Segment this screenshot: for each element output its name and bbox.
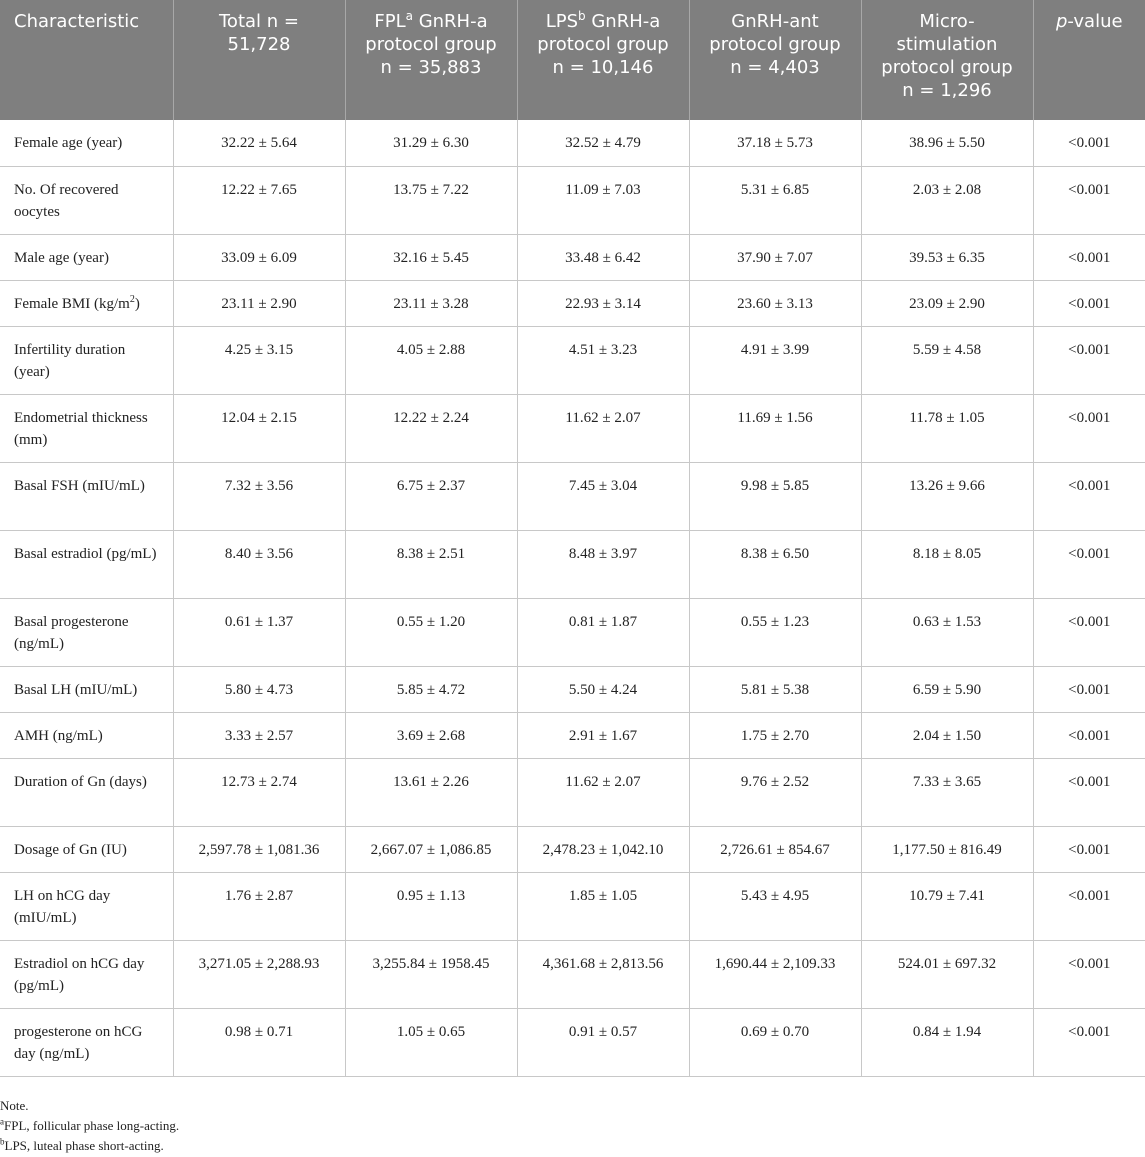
cell-p: <0.001: [1033, 940, 1145, 1008]
cell-micro: 39.53 ± 6.35: [861, 234, 1033, 280]
cell-micro: 2.04 ± 1.50: [861, 712, 1033, 758]
row-label: Female age (year): [0, 120, 173, 166]
row-label: AMH (ng/mL): [0, 712, 173, 758]
header-fpl-sup: a: [405, 9, 413, 23]
row-label: Endometrial thickness (mm): [0, 394, 173, 462]
cell-p: <0.001: [1033, 712, 1145, 758]
cell-p: <0.001: [1033, 826, 1145, 872]
cell-lps: 5.50 ± 4.24: [517, 666, 689, 712]
cell-ant: 5.43 ± 4.95: [689, 872, 861, 940]
cell-total: 7.32 ± 3.56: [173, 462, 345, 530]
table-row: [0, 394, 1145, 462]
table-row: [0, 234, 1145, 280]
cell-total: 0.61 ± 1.37: [173, 598, 345, 666]
cell-p: <0.001: [1033, 758, 1145, 826]
table-row: [0, 758, 1145, 826]
cell-lps: 4.51 ± 3.23: [517, 326, 689, 394]
cell-ant: 5.81 ± 5.38: [689, 666, 861, 712]
cell-p: <0.001: [1033, 234, 1145, 280]
cell-fpl: 6.75 ± 2.37: [345, 462, 517, 530]
cell-lps: 22.93 ± 3.14: [517, 280, 689, 326]
cell-total: 5.80 ± 4.73: [173, 666, 345, 712]
cell-fpl: 0.55 ± 1.20: [345, 598, 517, 666]
header-lps-rest: GnRH-a protocol group n = 10,146: [537, 11, 669, 78]
cell-total: 2,597.78 ± 1,081.36: [173, 826, 345, 872]
table-row: [0, 598, 1145, 666]
row-label-sup: 2: [129, 293, 135, 305]
cell-micro: 2.03 ± 2.08: [861, 166, 1033, 234]
cell-p: <0.001: [1033, 326, 1145, 394]
cell-ant: 37.90 ± 7.07: [689, 234, 861, 280]
header-lps: [517, 0, 689, 120]
row-label: Basal FSH (mIU/mL): [0, 462, 173, 530]
table-row: [0, 940, 1145, 1008]
cell-micro: 0.84 ± 1.94: [861, 1008, 1033, 1076]
cell-lps: 32.52 ± 4.79: [517, 120, 689, 166]
cell-micro: 10.79 ± 7.41: [861, 872, 1033, 940]
cell-fpl: 12.22 ± 2.24: [345, 394, 517, 462]
cell-ant: 2,726.61 ± 854.67: [689, 826, 861, 872]
cell-lps: 2.91 ± 1.67: [517, 712, 689, 758]
footnote-a-marker: a: [0, 1116, 4, 1127]
cell-fpl: 8.38 ± 2.51: [345, 530, 517, 598]
cell-lps: 11.62 ± 2.07: [517, 394, 689, 462]
row-label-suffix: ): [134, 295, 140, 312]
note-heading: Note.: [0, 1098, 29, 1113]
cell-total: 12.73 ± 2.74: [173, 758, 345, 826]
cell-lps: 2,478.23 ± 1,042.10: [517, 826, 689, 872]
cell-lps: 11.09 ± 7.03: [517, 166, 689, 234]
row-label: Basal estradiol (pg/mL): [0, 530, 173, 598]
cell-p: <0.001: [1033, 280, 1145, 326]
table-row: [0, 1008, 1145, 1076]
cell-fpl: 13.61 ± 2.26: [345, 758, 517, 826]
cell-ant: 9.98 ± 5.85: [689, 462, 861, 530]
cell-p: <0.001: [1033, 530, 1145, 598]
footnote-b: [0, 1136, 179, 1156]
row-label: [0, 280, 173, 326]
cell-total: 32.22 ± 5.64: [173, 120, 345, 166]
header-lps-prefix: LPS: [545, 11, 579, 32]
row-label: Male age (year): [0, 234, 173, 280]
cell-micro: 23.09 ± 2.90: [861, 280, 1033, 326]
header-p-italic: p: [1055, 11, 1068, 32]
cell-total: 4.25 ± 3.15: [173, 326, 345, 394]
cell-micro: 6.59 ± 5.90: [861, 666, 1033, 712]
cell-micro: 13.26 ± 9.66: [861, 462, 1033, 530]
row-label: Dosage of Gn (IU): [0, 826, 173, 872]
header-fpl-prefix: FPL: [374, 11, 406, 32]
cell-ant: 11.69 ± 1.56: [689, 394, 861, 462]
cell-fpl: 13.75 ± 7.22: [345, 166, 517, 234]
cell-lps: 4,361.68 ± 2,813.56: [517, 940, 689, 1008]
row-label: progesterone on hCG day (ng/mL): [0, 1008, 173, 1076]
cell-total: 3.33 ± 2.57: [173, 712, 345, 758]
row-label: No. Of recovered oocytes: [0, 166, 173, 234]
cell-lps: 1.85 ± 1.05: [517, 872, 689, 940]
cell-ant: 5.31 ± 6.85: [689, 166, 861, 234]
cell-p: <0.001: [1033, 166, 1145, 234]
cell-total: 23.11 ± 2.90: [173, 280, 345, 326]
table-row: [0, 872, 1145, 940]
row-label-prefix: Female BMI (kg/m: [14, 295, 130, 312]
cell-micro: 1,177.50 ± 816.49: [861, 826, 1033, 872]
cell-total: 3,271.05 ± 2,288.93: [173, 940, 345, 1008]
row-label: Basal LH (mIU/mL): [0, 666, 173, 712]
cell-lps: 33.48 ± 6.42: [517, 234, 689, 280]
cell-p: <0.001: [1033, 598, 1145, 666]
table-row: [0, 712, 1145, 758]
footnote-b-marker: b: [0, 1136, 5, 1147]
header-characteristic: Characteristic: [0, 0, 173, 120]
cell-micro: 11.78 ± 1.05: [861, 394, 1033, 462]
footnote-a-text: FPL, follicular phase long-acting.: [4, 1118, 180, 1133]
header-row: [0, 0, 1145, 120]
row-label: Infertility duration (year): [0, 326, 173, 394]
header-total: Total n = 51,728: [173, 0, 345, 120]
table-row: [0, 666, 1145, 712]
cell-fpl: 4.05 ± 2.88: [345, 326, 517, 394]
cell-total: 8.40 ± 3.56: [173, 530, 345, 598]
cell-fpl: 2,667.07 ± 1,086.85: [345, 826, 517, 872]
table-row: [0, 120, 1145, 166]
cell-fpl: 31.29 ± 6.30: [345, 120, 517, 166]
cell-p: <0.001: [1033, 394, 1145, 462]
cell-p: <0.001: [1033, 872, 1145, 940]
row-label: Estradiol on hCG day (pg/mL): [0, 940, 173, 1008]
header-micro: Micro-stimulation protocol group n = 1,296: [861, 0, 1033, 120]
table-notes: [0, 1096, 179, 1156]
header-lps-sup: b: [578, 9, 586, 23]
cell-total: 0.98 ± 0.71: [173, 1008, 345, 1076]
cell-micro: 38.96 ± 5.50: [861, 120, 1033, 166]
table-row: [0, 280, 1145, 326]
row-label: Duration of Gn (days): [0, 758, 173, 826]
cell-fpl: 3,255.84 ± 1958.45: [345, 940, 517, 1008]
cell-micro: 8.18 ± 8.05: [861, 530, 1033, 598]
header-fpl-rest: GnRH-a protocol group n = 35,883: [365, 11, 497, 78]
cell-ant: 9.76 ± 2.52: [689, 758, 861, 826]
table-row: [0, 462, 1145, 530]
cell-fpl: 1.05 ± 0.65: [345, 1008, 517, 1076]
cell-p: <0.001: [1033, 666, 1145, 712]
cell-fpl: 0.95 ± 1.13: [345, 872, 517, 940]
cell-total: 12.22 ± 7.65: [173, 166, 345, 234]
cell-total: 33.09 ± 6.09: [173, 234, 345, 280]
cell-lps: 11.62 ± 2.07: [517, 758, 689, 826]
cell-p: <0.001: [1033, 462, 1145, 530]
header-p-rest: -value: [1067, 11, 1123, 32]
cell-lps: 7.45 ± 3.04: [517, 462, 689, 530]
cell-ant: 37.18 ± 5.73: [689, 120, 861, 166]
header-fpl: [345, 0, 517, 120]
cell-micro: 0.63 ± 1.53: [861, 598, 1033, 666]
cell-ant: 1,690.44 ± 2,109.33: [689, 940, 861, 1008]
footnote-a: [0, 1116, 179, 1136]
table-row: [0, 166, 1145, 234]
cell-fpl: 3.69 ± 2.68: [345, 712, 517, 758]
cell-ant: 4.91 ± 3.99: [689, 326, 861, 394]
cell-p: <0.001: [1033, 120, 1145, 166]
header-p-value: [1033, 0, 1145, 120]
cell-lps: 0.91 ± 0.57: [517, 1008, 689, 1076]
cell-ant: 0.69 ± 0.70: [689, 1008, 861, 1076]
cell-fpl: 32.16 ± 5.45: [345, 234, 517, 280]
cell-ant: 0.55 ± 1.23: [689, 598, 861, 666]
cell-fpl: 5.85 ± 4.72: [345, 666, 517, 712]
table-row: [0, 326, 1145, 394]
cell-p: <0.001: [1033, 1008, 1145, 1076]
cell-micro: 7.33 ± 3.65: [861, 758, 1033, 826]
cell-lps: 8.48 ± 3.97: [517, 530, 689, 598]
footnote-b-text: LPS, luteal phase short-acting.: [4, 1138, 164, 1153]
cell-ant: 1.75 ± 2.70: [689, 712, 861, 758]
cell-fpl: 23.11 ± 3.28: [345, 280, 517, 326]
row-label: Basal progesterone (ng/mL): [0, 598, 173, 666]
row-label: LH on hCG day (mIU/mL): [0, 872, 173, 940]
cell-total: 12.04 ± 2.15: [173, 394, 345, 462]
cell-ant: 8.38 ± 6.50: [689, 530, 861, 598]
header-ant: GnRH-ant protocol group n = 4,403: [689, 0, 861, 120]
cell-total: 1.76 ± 2.87: [173, 872, 345, 940]
table-row: [0, 826, 1145, 872]
table-row: [0, 530, 1145, 598]
cell-micro: 5.59 ± 4.58: [861, 326, 1033, 394]
cell-ant: 23.60 ± 3.13: [689, 280, 861, 326]
cell-micro: 524.01 ± 697.32: [861, 940, 1033, 1008]
cell-lps: 0.81 ± 1.87: [517, 598, 689, 666]
